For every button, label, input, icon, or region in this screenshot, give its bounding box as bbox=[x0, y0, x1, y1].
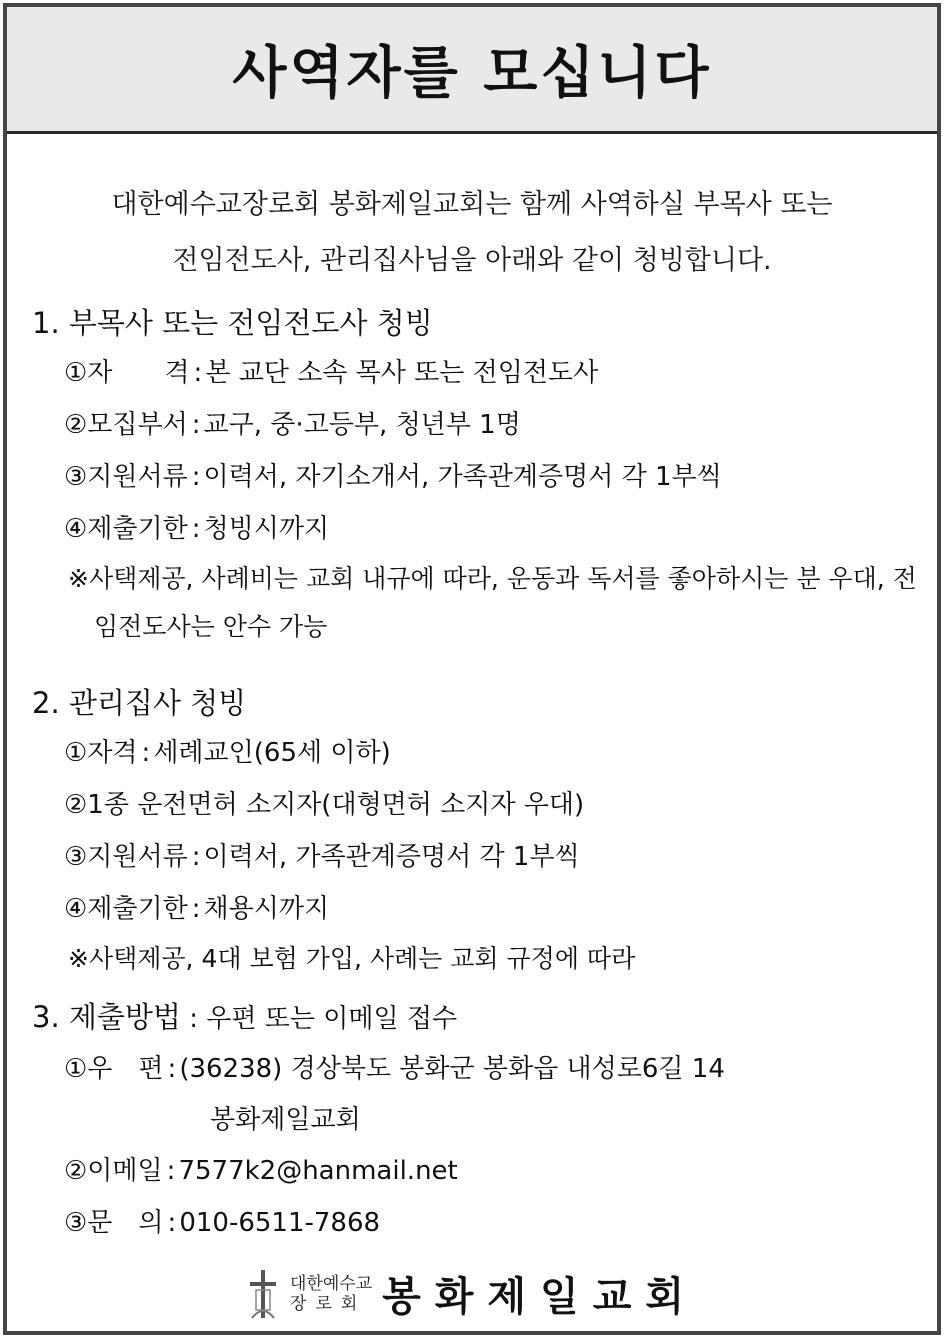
item-label: ①자 격 bbox=[64, 358, 190, 388]
footer bbox=[7, 1265, 937, 1322]
item-value: 청빙시까지 bbox=[203, 514, 330, 544]
intro-line-1: 대한예수교장로회 봉화제일교회는 함께 사역하실 부목사 또는 bbox=[111, 189, 833, 220]
item-value: (36238) 경상북도 봉화군 봉화읍 내성로6길 14 bbox=[179, 1054, 725, 1084]
denomination-line-1: 대한예수교 bbox=[290, 1273, 373, 1294]
list-item: ②모집부서 : 교구, 중·고등부, 청년부 1명 bbox=[64, 399, 927, 451]
section-heading: 1. 부목사 또는 전임전도사 청빙 bbox=[32, 306, 433, 340]
item-value: 이력서, 자기소개서, 가족관계증명서 각 1부씩 bbox=[203, 462, 722, 492]
list-item: ①자격 : 세례교인(65세 이하) bbox=[64, 727, 927, 779]
list-item: ④제출기한 : 채용시까지 bbox=[64, 883, 927, 935]
item-label: ③지원서류 bbox=[64, 842, 188, 872]
item-label: ③문 의 bbox=[64, 1208, 164, 1238]
intro-paragraph bbox=[7, 177, 937, 289]
list-item: ③지원서류 : 이력서, 가족관계증명서 각 1부씩 bbox=[64, 831, 927, 883]
item-value: 본 교단 소속 목사 또는 전임전도사 bbox=[205, 358, 599, 388]
item-label: ①자격 bbox=[64, 738, 138, 768]
section-note: ※사택제공, 4대 보험 가입, 사례는 교회 규정에 따라 bbox=[68, 944, 636, 973]
item-value: 채용시까지 bbox=[203, 894, 330, 924]
phone-value: 010-6511-7868 bbox=[179, 1208, 381, 1238]
page-title: 사역자를 모십니다 bbox=[232, 41, 712, 106]
section-heading: 3. 제출방법 : 우편 또는 이메일 접수 bbox=[32, 1000, 458, 1034]
address-continuation: 봉화제일교회 bbox=[210, 1105, 361, 1135]
item-label: ②모집부서 bbox=[64, 410, 188, 440]
notice-frame bbox=[3, 3, 941, 1335]
item-label: ②1종 운전면허 소지자(대형면허 소지자 우대) bbox=[64, 790, 585, 820]
list-item: ④제출기한 : 청빙시까지 bbox=[64, 503, 927, 555]
list-item: ①자 격 : 본 교단 소속 목사 또는 전임전도사 bbox=[64, 347, 927, 399]
item-value: 교구, 중·고등부, 청년부 1명 bbox=[203, 410, 521, 440]
section-submission bbox=[32, 997, 927, 1249]
list-item: ③지원서류 : 이력서, 자기소개서, 가족관계증명서 각 1부씩 bbox=[64, 451, 927, 503]
section-heading-label: 3. 제출방법 bbox=[32, 1000, 181, 1034]
item-value: 세례교인(65세 이하) bbox=[153, 738, 391, 768]
list-item: ②이메일 : 7577k2@hanmail.net bbox=[64, 1145, 927, 1197]
list-item bbox=[64, 779, 927, 831]
church-name: 봉화제일교회 bbox=[382, 1273, 698, 1320]
section-associate-pastor bbox=[32, 303, 927, 651]
item-label: ②이메일 bbox=[64, 1156, 163, 1186]
cross-icon bbox=[246, 1268, 280, 1320]
denomination-label bbox=[290, 1274, 372, 1314]
section-heading: 2. 관리집사 청빙 bbox=[32, 686, 247, 720]
email-value: 7577k2@hanmail.net bbox=[178, 1156, 458, 1186]
denomination-line-2: 장로회 bbox=[290, 1293, 367, 1314]
section-caretaker-deacon bbox=[32, 683, 927, 983]
section-note: ※사택제공, 사례비는 교회 내규에 따라, 운동과 독서를 좋아하시는 분 우대, 전임전도사는 안수 가능 bbox=[68, 564, 917, 641]
item-label: ④제출기한 bbox=[64, 514, 188, 544]
list-item: ③문 의 : 010-6511-7868 bbox=[64, 1197, 927, 1249]
section-heading-value: 우편 또는 이메일 접수 bbox=[206, 1004, 458, 1034]
item-value: 이력서, 가족관계증명서 각 1부씩 bbox=[203, 842, 580, 872]
item-label: ①우 편 bbox=[64, 1054, 164, 1084]
title-bar bbox=[7, 7, 937, 134]
item-label: ④제출기한 bbox=[64, 894, 188, 924]
intro-line-2: 전임전도사, 관리집사님을 아래와 같이 청빙합니다. bbox=[172, 245, 772, 276]
list-item: ①우 편 : (36238) 경상북도 봉화군 봉화읍 내성로6길 14 bbox=[64, 1043, 927, 1095]
item-label: ③지원서류 bbox=[64, 462, 188, 492]
